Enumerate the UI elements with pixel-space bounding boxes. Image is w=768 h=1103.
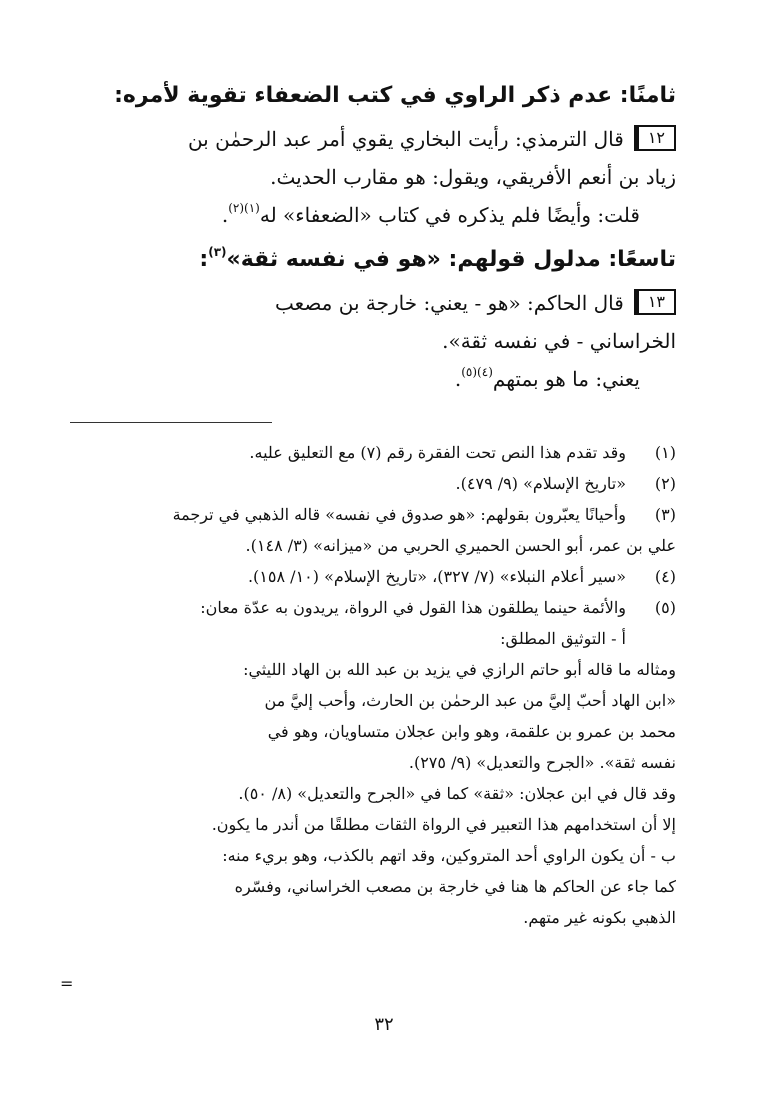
footnote-reference: (١)(٢) bbox=[228, 201, 260, 215]
footnote-1: (١) وقد تقدم هذا النص تحت الفقرة رقم (٧) مع التعليق عليه. bbox=[249, 443, 676, 462]
footnote-5-line: الذهبي بكونه غير متهم. bbox=[523, 908, 676, 927]
item-13-line-3: يعني: ما هو بمتهم$^{(٤)(٥)}$. bbox=[454, 365, 640, 391]
footnote-5: (٥) والأئمة حينما يطلقون هذا القول في الرواة، يريدون به عدّة معان: bbox=[200, 598, 676, 617]
footnote-5-line: ومثاله ما قاله أبو حاتم الرازي في يزيد بن عبد الله بن الهاد الليثي: bbox=[243, 660, 676, 679]
page-number: ٣٢ bbox=[374, 1014, 394, 1035]
item-12-line-2: زياد بن أنعم الأفريقي، ويقول: هو مقارب الحديث. bbox=[270, 165, 676, 189]
footnote-3-continued: علي بن عمر، أبو الحسن الحميري الحربي من «ميزانه» (٣/ ١٤٨). bbox=[245, 536, 676, 555]
item-13-line-1: ١٣قال الحاكم: «هو - يعني: خارجة بن مصعب bbox=[70, 284, 676, 322]
item-number-box: ١٢ bbox=[634, 125, 676, 151]
footnote-5-line: وقد قال في ابن عجلان: «ثقة» كما في «الجرح والتعديل» (٨/ ٥٠). bbox=[238, 784, 676, 803]
item-number-box: ١٣ bbox=[634, 289, 676, 315]
footnote-separator bbox=[70, 422, 676, 423]
footnote-4: (٤) «سير أعلام النبلاء» (٧/ ٣٢٧)، «تاريخ الإسلام» (١٠/ ١٥٨). bbox=[247, 567, 676, 586]
footnotes bbox=[70, 437, 676, 933]
section-heading-ninth: تاسعًا: مدلول قولهم: «هو في نفسه ثقة»$^{(٣)}$: bbox=[199, 245, 676, 272]
page-body bbox=[70, 76, 676, 933]
footnote-3: (٣) وأحيانًا يعبّرون بقولهم: «هو صدوق في نفسه» قاله الذهبي في ترجمة bbox=[172, 505, 676, 524]
footnote-2: (٢) «تاريخ الإسلام» (٩/ ٤٧٩). bbox=[455, 474, 676, 493]
footnote-5-line: كما جاء عن الحاكم ها هنا في خارجة بن مصعب الخراساني، وفسّره bbox=[234, 877, 676, 896]
section-heading-eighth: ثامنًا: عدم ذكر الراوي في كتب الضعفاء تقوية لأمره: bbox=[114, 83, 676, 108]
footnote-5-subheading: أ - التوثيق المطلق: bbox=[500, 629, 626, 648]
item-12-line-3: قلت: وأيضًا فلم يذكره في كتاب «الضعفاء» له$^{(١)(٢)}$. bbox=[221, 201, 640, 227]
footnote-reference: (٣) bbox=[208, 245, 227, 259]
continuation-mark: = bbox=[60, 974, 74, 993]
footnote-5-line: محمد بن عمرو بن علقمة، وهو وابن عجلان متساويان، وهو في bbox=[267, 722, 676, 741]
footnote-5-line: ب - أن يكون الراوي أحد المتروكين، وقد اتهم بالكذب، وهو بريء منه: bbox=[222, 846, 676, 865]
item-13-line-2: الخراساني - في نفسه ثقة». bbox=[442, 329, 676, 353]
footnote-5-line: نفسه ثقة». «الجرح والتعديل» (٩/ ٢٧٥). bbox=[408, 753, 676, 772]
footnote-5-line: إلا أن استخدامهم هذا التعبير في الرواة الثقات مطلقًا من أندر ما يكون. bbox=[211, 815, 676, 834]
footnote-5-line: «ابن الهاد أحبّ إليَّ من عبد الرحمٰن بن الحارث، وأحب إليَّ من bbox=[264, 691, 676, 710]
footnote-reference: (٤)(٥) bbox=[461, 365, 493, 379]
item-12-line-1: ١٢قال الترمذي: رأيت البخاري يقوي أمر عبد الرحمٰن بن bbox=[70, 120, 676, 158]
